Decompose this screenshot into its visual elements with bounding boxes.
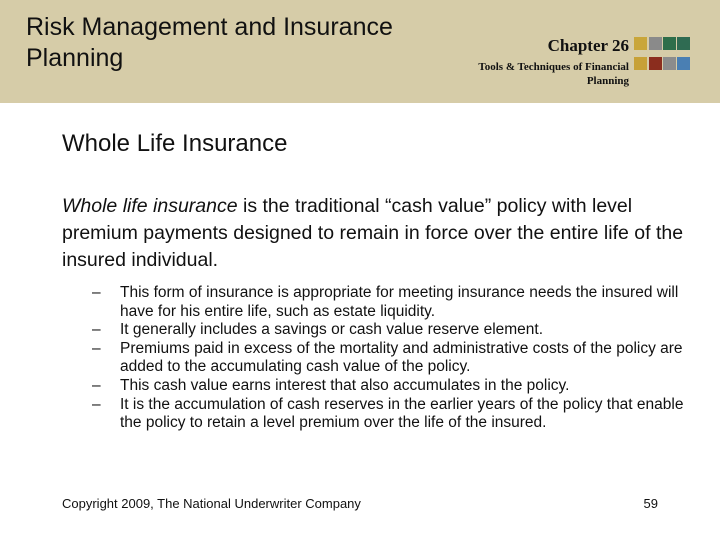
logo-square bbox=[649, 37, 662, 50]
bullet-text: This cash value earns interest that also accumulates in the policy. bbox=[120, 376, 570, 394]
logo-square bbox=[663, 37, 676, 50]
bullet-text: It generally includes a savings or cash value reserve element. bbox=[120, 321, 544, 339]
bullet-dash: – bbox=[92, 376, 101, 394]
bullet-text: Premiums paid in excess of the mortality and administrative costs of the policy are added to the accumulating cash value of the policy. bbox=[120, 339, 683, 376]
list-item bbox=[92, 396, 692, 433]
list-item bbox=[92, 284, 692, 321]
slide-title: Whole Life Insurance bbox=[62, 130, 288, 157]
chapter-label: Chapter 26 bbox=[547, 36, 629, 55]
header-title: Risk Management and Insurance Planning bbox=[26, 13, 393, 72]
bullet-text: This form of insurance is appropriate for meeting insurance needs the insured will have for his entire life, such as estate liquidity. bbox=[120, 284, 679, 320]
intro-text: is the traditional “cash value” policy with level premium payments designed to remain in force over the entire life of the insured individual. bbox=[62, 195, 684, 271]
bullet-dash: – bbox=[92, 395, 101, 413]
bullet-dash: – bbox=[92, 321, 101, 339]
bullet-text: It is the accumulation of cash reserves in the earlier years of the policy that enable the policy to retain a level premium over the life of the insured. bbox=[120, 395, 684, 432]
logo-square bbox=[634, 37, 647, 50]
list-item bbox=[92, 340, 692, 377]
logo-squares-icon bbox=[634, 37, 690, 71]
copyright-footer: Copyright 2009, The National Underwriter Company bbox=[62, 496, 361, 511]
list-item bbox=[92, 321, 692, 340]
bullet-dash: – bbox=[92, 339, 101, 357]
logo-square bbox=[677, 57, 690, 70]
logo-square bbox=[663, 57, 676, 70]
header-band bbox=[0, 0, 720, 103]
bullet-dash: – bbox=[92, 284, 101, 301]
page-number: 59 bbox=[643, 496, 658, 511]
logo-square bbox=[649, 57, 662, 70]
chapter-subtitle: Tools & Techniques of Financial Planning bbox=[478, 61, 629, 87]
logo-square bbox=[634, 57, 647, 70]
intro-paragraph bbox=[62, 193, 692, 274]
bullet-list bbox=[92, 284, 692, 433]
logo-square bbox=[677, 37, 690, 50]
intro-term: Whole life insurance bbox=[62, 195, 238, 217]
list-item bbox=[92, 377, 692, 396]
